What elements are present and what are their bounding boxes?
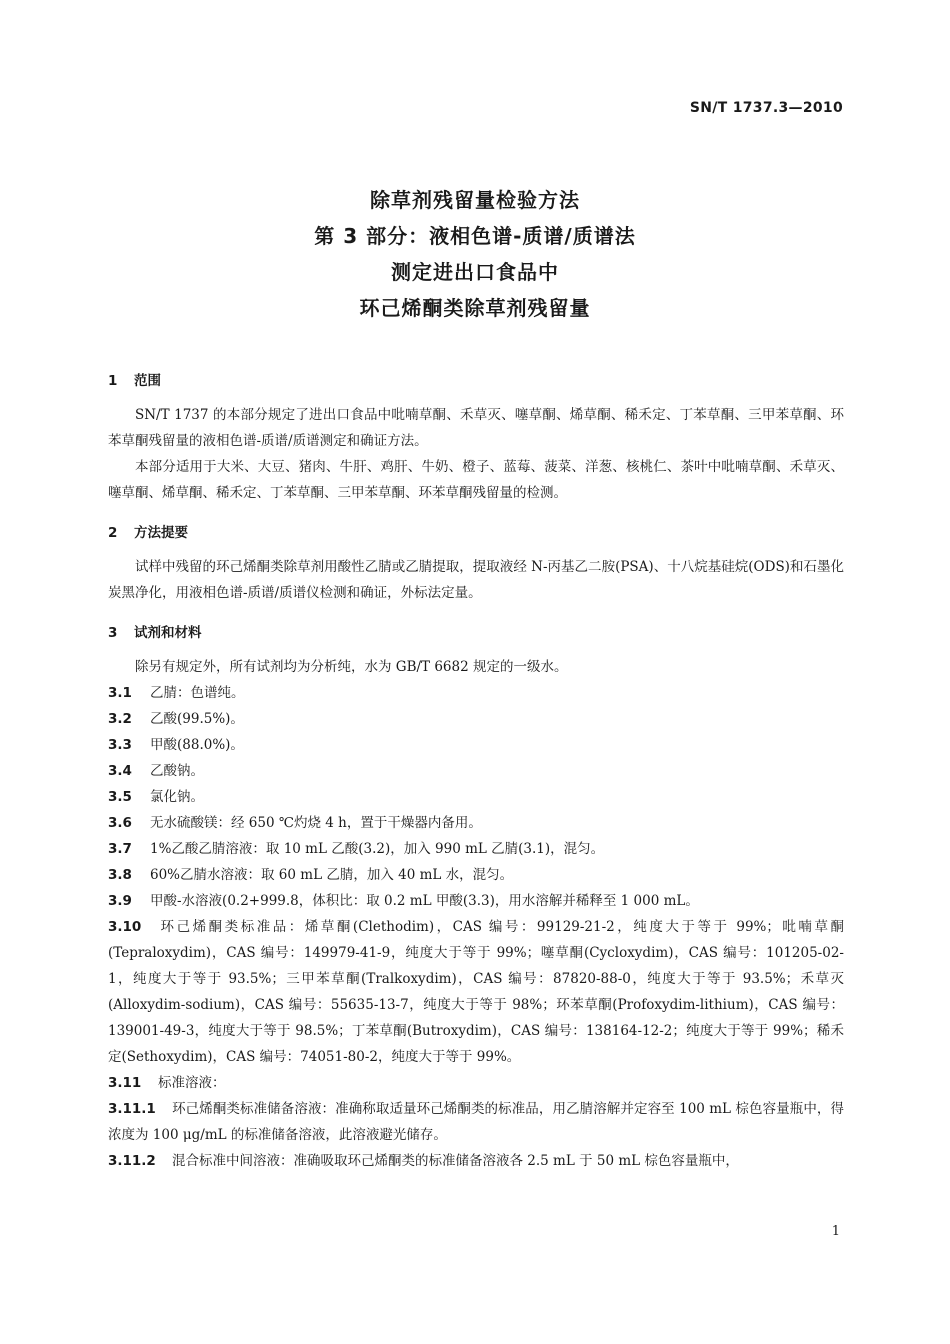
clause-text: 环己烯酮类标准储备溶液：准确称取适量环己烯酮类的标准品，用乙腈溶解并定容至 100 mL 棕色容量瓶中，得浓度为 100 μg/mL 的标准储备溶液，此溶液避光储存。 — [108, 1101, 844, 1143]
clause-number: 3.3 — [108, 737, 132, 753]
clause-number: 3.2 — [108, 711, 132, 727]
section-1-heading — [108, 368, 844, 394]
section-2-number: 2 — [108, 525, 118, 541]
clause-text: 60%乙腈水溶液：取 60 mL 乙腈，加入 40 mL 水，混匀。 — [150, 867, 514, 883]
clause-number: 3.11 — [108, 1075, 142, 1091]
standard-code: SN/T 1737.3—2010 — [689, 100, 843, 116]
clause-3-5 — [108, 784, 844, 810]
clause-text: 标准溶液： — [158, 1075, 226, 1091]
clause-3-6 — [108, 810, 844, 836]
clause-text: 1%乙酸乙腈溶液：取 10 mL 乙酸(3.2)，加入 990 mL 乙腈(3.1)，混匀。 — [150, 841, 605, 857]
clause-number: 3.5 — [108, 789, 132, 805]
clause-text: 乙酸(99.5%)。 — [150, 711, 244, 727]
clause-3-9 — [108, 888, 844, 914]
clause-3-2 — [108, 706, 844, 732]
clause-3-10 — [108, 914, 844, 1070]
clause-3-8 — [108, 862, 844, 888]
section-1-title: 范围 — [134, 373, 161, 389]
clause-text: 氯化钠。 — [150, 789, 204, 805]
title-line-1: 除草剂残留量检验方法 — [370, 188, 580, 212]
title-line-2: 第 3 部分：液相色谱-质谱/质谱法 — [314, 224, 636, 248]
clause-3-1 — [108, 680, 844, 706]
clause-3-11-2 — [108, 1148, 844, 1174]
clause-3-11-1 — [108, 1096, 844, 1148]
clause-number: 3.7 — [108, 841, 132, 857]
clause-number: 3.11.2 — [108, 1153, 156, 1169]
title-line-3: 测定进出口食品中 — [391, 260, 559, 284]
clause-number: 3.11.1 — [108, 1101, 156, 1117]
section-3-number: 3 — [108, 625, 118, 641]
clause-3-11 — [108, 1070, 844, 1096]
clause-text: 乙腈：色谱纯。 — [150, 685, 245, 701]
section-2-heading — [108, 520, 844, 546]
section-3-heading — [108, 620, 844, 646]
document-title — [0, 182, 950, 326]
section-2-paragraph-1: 试样中残留的环己烯酮类除草剂用酸性乙腈或乙腈提取，提取液经 N-丙基乙二胺(PSA)、十八烷基硅烷(ODS)和石墨化炭黑净化，用液相色谱-质谱/质谱仪检测和确证，外标法定量。 — [108, 559, 844, 601]
clause-3-3 — [108, 732, 844, 758]
clause-text: 甲酸(88.0%)。 — [150, 737, 244, 753]
title-line-4: 环己烯酮类除草剂残留量 — [359, 296, 591, 320]
clause-text: 混合标准中间溶液：准确吸取环己烯酮类的标准储备溶液各 2.5 mL 于 50 mL 棕色容量瓶中， — [172, 1153, 739, 1169]
clause-text: 甲酸-水溶液(0.2+999.8，体积比：取 0.2 mL 甲酸(3.3)，用水溶解并稀释至 1 000 mL。 — [150, 893, 699, 909]
clause-text: 乙酸钠。 — [150, 763, 204, 779]
page-number: 1 — [831, 1224, 840, 1239]
section-2-title: 方法提要 — [134, 525, 188, 541]
clause-number: 3.6 — [108, 815, 132, 831]
clause-number: 3.1 — [108, 685, 132, 701]
clause-number: 3.4 — [108, 763, 132, 779]
clause-number: 3.9 — [108, 893, 132, 909]
document-body — [108, 368, 844, 1174]
clause-3-4 — [108, 758, 844, 784]
clause-text: 环己烯酮类标准品：烯草酮(Clethodim)，CAS 编号：99129-21-2，纯度大于等于 99%；吡喃草酮(Tepraloxydim)，CAS 编号：149979-41-9，纯度大于等于 99%；噻草酮(Cycloxydim)，CAS 编号：101205-02-1，纯度大于等于 93.5%；三甲苯草酮(Tralkoxydim)，CAS 编号：87820-88-0，纯度大于等于 93.5%；禾草灭(Alloxydim-sodium)，CAS 编号：55635-13-7，纯度大于等于 98%；环苯草酮(Profoxydim-lithium)，CAS 编号：139001-49-3，纯度大于等于 98.5%；丁苯草酮(Butroxydim)，CAS 编号：138164-12-2；纯度大于等于 99%；稀禾定(Sethoxydim)，CAS 编号：74051-80-2，纯度大于等于 99%。 — [108, 919, 844, 1065]
section-1-number: 1 — [108, 373, 118, 389]
clause-text: 无水硫酸镁：经 650 ℃灼烧 4 h，置于干燥器内备用。 — [150, 815, 482, 831]
section-1-paragraph-2: 本部分适用于大米、大豆、猪肉、牛肝、鸡肝、牛奶、橙子、蓝莓、菠菜、洋葱、核桃仁、茶叶中吡喃草酮、禾草灭、噻草酮、烯草酮、稀禾定、丁苯草酮、三甲苯草酮、环苯草酮残留量的检测。 — [108, 459, 844, 501]
clause-3-7 — [108, 836, 844, 862]
section-1-paragraph-1: SN/T 1737 的本部分规定了进出口食品中吡喃草酮、禾草灭、噻草酮、烯草酮、稀禾定、丁苯草酮、三甲苯草酮、环苯草酮残留量的液相色谱-质谱/质谱测定和确证方法。 — [108, 407, 844, 449]
section-3-paragraph-1: 除另有规定外，所有试剂均为分析纯，水为 GB/T 6682 规定的一级水。 — [135, 659, 568, 675]
clause-number: 3.8 — [108, 867, 132, 883]
section-3-title: 试剂和材料 — [134, 625, 202, 641]
clause-number: 3.10 — [108, 919, 142, 935]
